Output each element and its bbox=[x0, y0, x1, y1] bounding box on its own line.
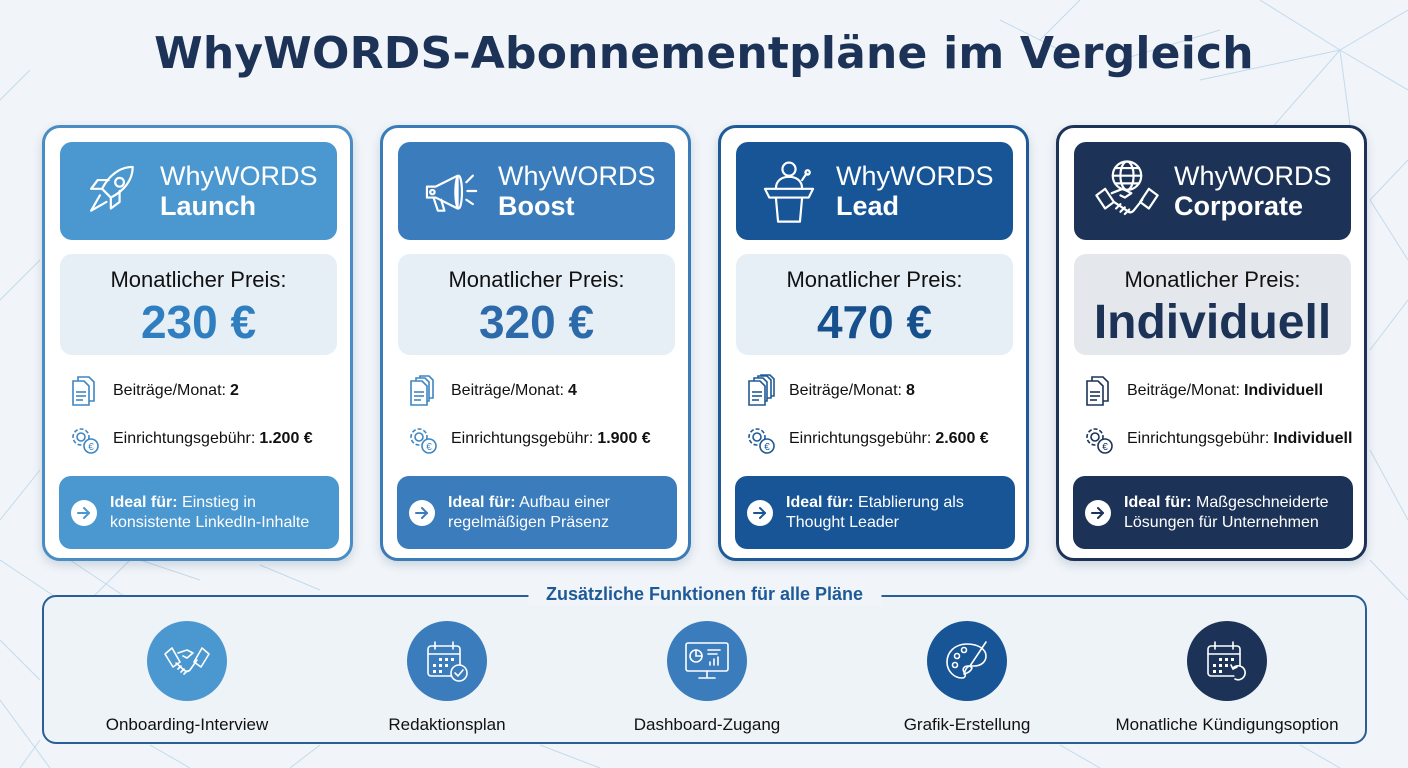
calendar-check-icon bbox=[407, 621, 487, 701]
svg-text:€: € bbox=[1102, 442, 1108, 453]
posts-per-month bbox=[67, 374, 239, 408]
extras-title: Zusätzliche Funktionen für alle Pläne bbox=[528, 584, 881, 605]
plan-header bbox=[60, 142, 337, 240]
plan-card-corporate[interactable] bbox=[1056, 125, 1367, 561]
extra-label: Onboarding-Interview bbox=[105, 715, 269, 734]
setup-value: Individuell bbox=[1273, 430, 1353, 447]
price-value: Individuell bbox=[1093, 296, 1332, 349]
plan-brand: WhyWORDS bbox=[836, 160, 994, 191]
plan-name: Corporate bbox=[1174, 191, 1304, 221]
megaphone-icon bbox=[416, 156, 486, 226]
plan-brand: WhyWORDS bbox=[1174, 160, 1332, 191]
price-label: Monatlicher Preis: bbox=[448, 267, 625, 292]
extra-label: Grafik-Erstellung bbox=[903, 715, 1031, 734]
ideal-for-box bbox=[59, 476, 339, 549]
setup-label: Einrichtungsgebühr: bbox=[113, 430, 256, 447]
price-box bbox=[60, 254, 337, 355]
plan-header bbox=[736, 142, 1013, 240]
ideal-text-line1: Etablierung als bbox=[858, 493, 964, 511]
plan-name: Boost bbox=[498, 191, 575, 221]
price-box bbox=[1074, 254, 1351, 355]
setup-fee bbox=[1081, 422, 1352, 456]
arrow-right-icon bbox=[747, 500, 773, 526]
posts-value: 4 bbox=[567, 382, 577, 399]
posts-label: Beiträge/Monat: bbox=[789, 382, 902, 399]
price-label: Monatlicher Preis: bbox=[786, 267, 963, 292]
posts-label: Beiträge/Monat: bbox=[451, 382, 564, 399]
ideal-label: Ideal für: bbox=[110, 493, 178, 511]
ideal-text-line2: regelmäßigen Präsenz bbox=[448, 513, 609, 531]
extra-label: Monatliche Kündigungsoption bbox=[1115, 715, 1339, 734]
setup-value: 2.600 € bbox=[935, 430, 989, 447]
plan-brand: WhyWORDS bbox=[160, 160, 318, 191]
plan-name: Launch bbox=[160, 191, 257, 221]
extra-grafik-erstellung bbox=[847, 621, 1087, 735]
handshake-icon bbox=[147, 621, 227, 701]
setup-label: Einrichtungsgebühr: bbox=[451, 430, 594, 447]
posts-value: 8 bbox=[905, 382, 915, 399]
extra-onboarding-interview bbox=[67, 621, 307, 735]
ideal-label: Ideal für: bbox=[786, 493, 854, 511]
posts-label: Beiträge/Monat: bbox=[1127, 382, 1240, 399]
plan-card-lead[interactable] bbox=[718, 125, 1029, 561]
arrow-right-icon bbox=[409, 500, 435, 526]
setup-fee bbox=[67, 422, 313, 456]
arrow-right-icon bbox=[1085, 500, 1111, 526]
posts-per-month bbox=[743, 374, 915, 408]
ideal-text-line1: Maßgeschneiderte bbox=[1196, 493, 1329, 511]
page-title: WhyWORDS-Abonnementpläne im Vergleich bbox=[154, 28, 1254, 79]
ideal-label: Ideal für: bbox=[448, 493, 516, 511]
setup-fee bbox=[743, 422, 989, 456]
posts-per-month bbox=[405, 374, 577, 408]
ideal-for-box bbox=[397, 476, 677, 549]
arrow-right-icon bbox=[71, 500, 97, 526]
gear-euro-icon bbox=[67, 422, 101, 456]
plan-header bbox=[1074, 142, 1351, 240]
ideal-for-box bbox=[735, 476, 1015, 549]
documents-icon bbox=[67, 374, 101, 408]
setup-label: Einrichtungsgebühr: bbox=[789, 430, 932, 447]
setup-label: Einrichtungsgebühr: bbox=[1127, 430, 1270, 447]
setup-value: 1.200 € bbox=[259, 430, 313, 447]
price-value: 230 € bbox=[140, 296, 257, 348]
extra-label: Redaktionsplan bbox=[388, 715, 506, 734]
plan-name: Lead bbox=[836, 191, 900, 221]
documents-icon bbox=[743, 374, 777, 408]
posts-per-month bbox=[1081, 374, 1323, 408]
ideal-for-box bbox=[1073, 476, 1353, 549]
gear-euro-icon bbox=[743, 422, 777, 456]
rocket-icon bbox=[78, 156, 148, 226]
palette-brush-icon bbox=[927, 621, 1007, 701]
dashboard-monitor-icon bbox=[667, 621, 747, 701]
ideal-label: Ideal für: bbox=[1124, 493, 1192, 511]
gear-euro-icon bbox=[1081, 422, 1115, 456]
documents-icon bbox=[405, 374, 439, 408]
extra-label: Dashboard-Zugang bbox=[633, 715, 781, 734]
posts-value: Individuell bbox=[1243, 382, 1324, 399]
price-label: Monatlicher Preis: bbox=[1124, 267, 1301, 292]
extra-dashboard-zugang bbox=[587, 621, 827, 735]
plan-brand: WhyWORDS bbox=[498, 160, 656, 191]
extras-section bbox=[42, 584, 1367, 744]
calendar-cancel-icon bbox=[1187, 621, 1267, 701]
svg-text:€: € bbox=[764, 442, 770, 453]
posts-label: Beiträge/Monat: bbox=[113, 382, 226, 399]
plan-card-launch[interactable] bbox=[42, 125, 353, 561]
plan-card-boost[interactable] bbox=[380, 125, 691, 561]
plan-header bbox=[398, 142, 675, 240]
svg-text:€: € bbox=[88, 442, 94, 453]
price-value: 320 € bbox=[478, 296, 595, 348]
setup-fee bbox=[405, 422, 651, 456]
ideal-text-line1: Aufbau einer bbox=[519, 493, 610, 511]
extra-monatliche-kuendigungsoption bbox=[1107, 621, 1347, 735]
globe-handshake-icon bbox=[1092, 156, 1162, 226]
setup-value: 1.900 € bbox=[597, 430, 651, 447]
svg-text:€: € bbox=[426, 442, 432, 453]
gear-euro-icon bbox=[405, 422, 439, 456]
ideal-text-line2: Thought Leader bbox=[786, 513, 899, 531]
price-box bbox=[736, 254, 1013, 355]
ideal-text-line1: Einstieg in bbox=[182, 493, 256, 511]
ideal-text-line2: Lösungen für Unternehmen bbox=[1124, 513, 1319, 531]
extra-redaktionsplan bbox=[327, 621, 567, 735]
documents-icon bbox=[1081, 374, 1115, 408]
price-box bbox=[398, 254, 675, 355]
posts-value: 2 bbox=[229, 382, 239, 399]
speaker-podium-icon bbox=[754, 156, 824, 226]
price-label: Monatlicher Preis: bbox=[110, 267, 287, 292]
ideal-text-line2: konsistente LinkedIn-Inhalte bbox=[110, 513, 310, 531]
price-value: 470 € bbox=[816, 296, 933, 348]
